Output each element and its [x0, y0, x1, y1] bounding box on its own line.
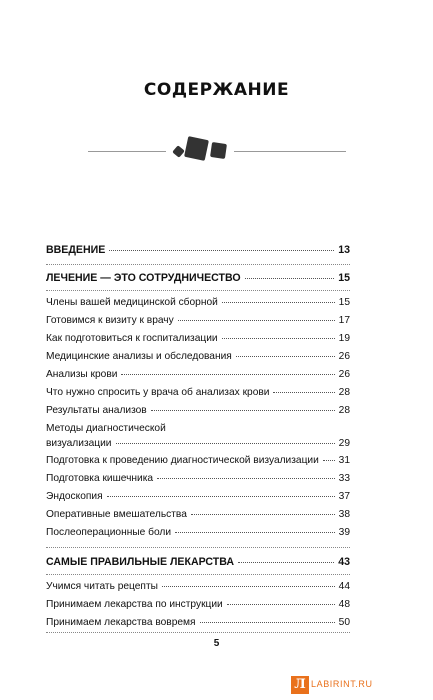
toc-entry[interactable]: Подготовка к проведению диагностической визуализации 31 — [46, 455, 350, 466]
section-divider — [46, 290, 350, 291]
toc-entry[interactable]: Результаты анализов 28 — [46, 405, 350, 416]
title-ornament — [88, 135, 346, 169]
toc-entry[interactable]: САМЫЕ ПРАВИЛЬНЫЕ ЛЕКАРСТВА 43 — [46, 556, 350, 568]
toc-entry[interactable]: Методы диагностической визуализации 29 — [46, 423, 350, 449]
toc-entry[interactable]: Анализы крови 26 — [46, 369, 350, 380]
toc-entry[interactable]: Оперативные вмешательства 38 — [46, 509, 350, 520]
section-divider — [46, 547, 350, 548]
toc-entry[interactable]: Послеоперационные боли 39 — [46, 527, 350, 538]
toc-entry[interactable]: Как подготовиться к госпитализации 19 — [46, 333, 350, 344]
toc-entry[interactable]: Готовимся к визиту к врачу 17 — [46, 315, 350, 326]
toc-entry[interactable]: Медицинские анализы и обследования 26 — [46, 351, 350, 362]
toc-entry[interactable]: Учимся читать рецепты 44 — [46, 581, 350, 592]
toc-entry[interactable]: Что нужно спросить у врача об анализах крови 28 — [46, 387, 350, 398]
toc-entry[interactable]: ЛЕЧЕНИЕ — ЭТО СОТРУДНИЧЕСТВО 15 — [46, 272, 350, 284]
section-divider — [46, 264, 350, 265]
section-divider — [46, 574, 350, 575]
toc-entry[interactable]: ВВЕДЕНИЕ 13 — [46, 244, 350, 256]
labirint-logo-text: LABIRINT.RU — [311, 679, 373, 689]
toc-entry[interactable]: Принимаем лекарства вовремя 50 — [46, 617, 350, 628]
page-number: 5 — [213, 638, 220, 649]
toc-entry[interactable]: Принимаем лекарства по инструкции 48 — [46, 599, 350, 610]
labirint-logo-icon: Л — [291, 676, 309, 694]
toc-entry[interactable]: Эндоскопия 37 — [46, 491, 350, 502]
page-title: СОДЕРЖАНИЕ — [143, 80, 290, 100]
toc-entry[interactable]: Члены вашей медицинской сборной 15 — [46, 297, 350, 308]
toc-entry[interactable]: Подготовка кишечника 33 — [46, 473, 350, 484]
section-divider — [46, 632, 350, 633]
